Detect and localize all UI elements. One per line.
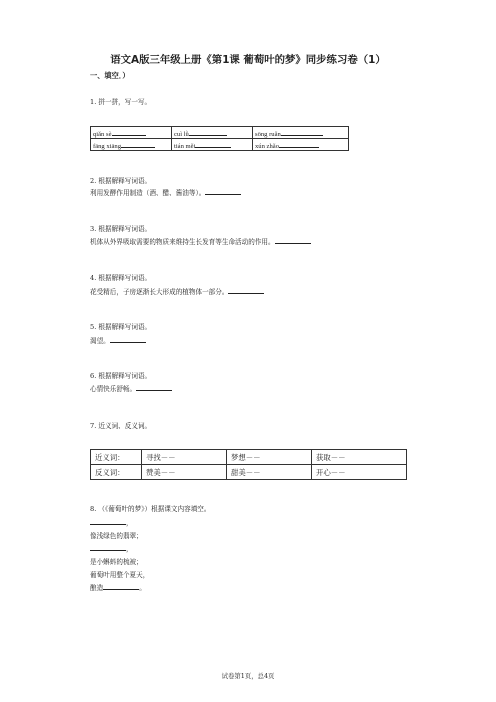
question-6-text: 心情快乐舒畅。 [90,383,172,393]
row-header-synonym: 近义词： [91,450,142,465]
row-header-antonym: 反义词： [91,465,142,480]
pinyin-cell: tián měi [172,139,253,151]
table-row [91,465,407,480]
question-2-text: 利用发酵作用制造（酒、醋、酱油等）。 [90,187,241,197]
answer-blank[interactable] [110,335,146,343]
answer-blank[interactable] [281,128,323,136]
question-8-label: 8. （《葡萄叶的梦》）根据课文内容填空。 [90,505,211,513]
question-5-label: 5. 根据解释写词语。 [90,323,152,331]
poem-line-4: 是小蝌蚪的梳被； [90,558,143,566]
question-4-text: 花受精后，子房逐渐长大形成的植物体一部分。 [90,286,264,296]
pinyin-table [90,126,349,151]
answer-blank[interactable] [121,140,155,148]
answer-blank[interactable] [228,286,264,294]
word-cell[interactable]: 寻找－－ [142,450,227,465]
word-cell[interactable]: 梦想－－ [227,450,312,465]
word-cell[interactable]: 甜美－－ [227,465,312,480]
poem-line-1: ， [90,517,133,527]
question-7-label: 7. 近义词、反义词。 [90,422,152,430]
answer-blank[interactable] [90,517,126,525]
poem-line-6: 酿造 。 [90,584,146,592]
word-cell[interactable]: 开心－－ [312,465,407,480]
pinyin-cell: fāng xiāng [91,139,172,151]
word-cell[interactable]: 获取－－ [312,450,407,465]
word-cell[interactable]: 赞美－－ [142,465,227,480]
question-3-text: 机体从外界吸取需要的物质来维持生长发育等生命活动的作用。 [90,236,311,246]
question-4-label: 4. 根据解释写词语。 [90,274,152,282]
answer-blank[interactable] [112,128,146,136]
poem-line-2: 像浅绿色的翡翠； [90,532,143,540]
answer-blank[interactable] [189,128,227,136]
answer-blank[interactable] [195,140,231,148]
poem-line-5: 葡萄叶用整个夏天， [90,571,150,579]
pinyin-cell: xún zhǎo [253,139,349,151]
page-title: 语文A版三年级上册《第1课 葡萄叶的梦》同步练习卷（1） [110,54,386,66]
answer-blank[interactable] [103,582,139,590]
answer-blank[interactable] [205,187,241,195]
question-1-label: 1. 拼一拼，写一写。 [90,98,152,106]
pinyin-cell: cuì lǜ [172,127,253,139]
table-row [91,450,407,465]
question-2-label: 2. 根据解释写词语。 [90,177,152,185]
table-row [91,127,349,139]
synonym-antonym-table [90,449,407,480]
answer-blank[interactable] [90,543,126,551]
pinyin-cell: sōng ruǎn [253,127,349,139]
poem-line-3: ， [90,543,133,553]
question-3-label: 3. 根据解释写词语。 [90,225,152,233]
table-row [91,139,349,151]
question-5-text: 渴望。 [90,335,146,345]
question-6-label: 6. 根据解释写词语。 [90,372,152,380]
page-footer: 试卷第1页，总4页 [221,672,275,680]
section-heading: 一、填空．） [90,71,130,80]
answer-blank[interactable] [279,140,319,148]
answer-blank[interactable] [136,383,172,391]
pinyin-cell: qiǎn sè [91,127,172,139]
answer-blank[interactable] [275,236,311,244]
